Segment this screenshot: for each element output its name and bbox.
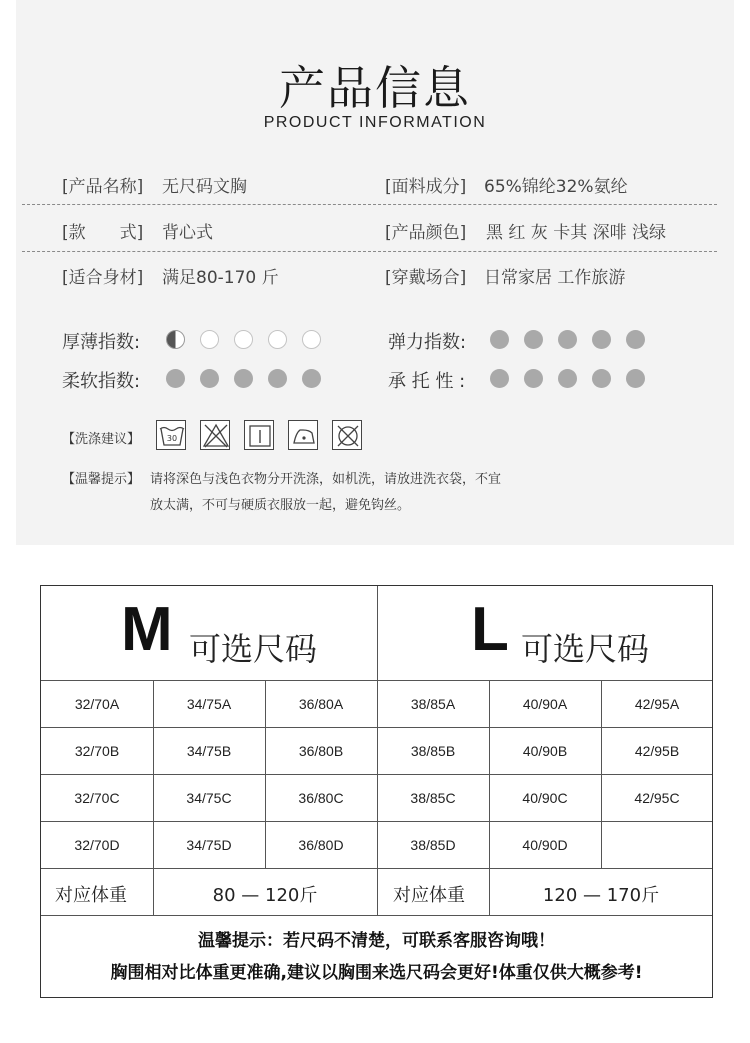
wash-icons [156,420,362,450]
thickness-index-label: 厚薄指数: [62,332,141,353]
rating-dot-full [626,369,645,388]
size-note-line-1: 温馨提示：若尺码不清楚，可联系客服咨询哦！ [198,931,555,951]
size-l-caption: 可选尺码 [521,630,650,668]
size-cell: 32/70B [74,743,120,759]
size-cell: 36/80C [298,790,344,806]
product-name-value: 无尺码文胸 [162,177,247,197]
tip-line-2: 放太满，不可与硬质衣服放一起，避免钩丝。 [150,498,411,513]
size-cell: 34/75C [186,790,232,806]
thickness-rating [166,330,321,349]
info-row [0,172,750,212]
fabric-value: 65%锦纶32%氨纶 [484,177,628,197]
size-cell: 38/85B [410,743,456,759]
size-table [40,585,713,998]
size-m-letter: M [121,595,173,664]
body-type-value: 满足80-170 斤 [162,268,279,288]
size-cell: 34/75D [186,837,232,853]
low-iron-icon [288,420,318,450]
size-cell: 36/80B [298,743,344,759]
rating-dot-full [592,330,611,349]
elasticity-index-label: 弹力指数: [388,332,467,353]
rating-dot-full [268,369,287,388]
rating-dot-full [626,330,645,349]
size-cell: 42/95C [634,790,680,806]
no-bleach-icon [200,420,230,450]
weight-label-m: 对应体重 [55,885,127,906]
size-cell: 38/85A [410,696,456,712]
softness-index-label: 柔软指数: [62,371,141,392]
fabric-label: [面料成分] [385,177,467,197]
size-cell: 34/75A [186,696,232,712]
table-line [41,915,712,916]
hang-dry-icon [244,420,274,450]
weight-label-l: 对应体重 [393,885,465,906]
divider [22,251,717,252]
rating-dot-full [166,369,185,388]
rating-dot-full [200,369,219,388]
body-type-label: [适合身材] [62,268,144,288]
style-value: 背心式 [162,223,213,243]
size-cell: 38/85D [410,837,456,853]
support-rating [490,369,645,388]
svg-text:30: 30 [166,434,178,443]
rating-dot-full [558,369,577,388]
wash-advice-label: 【洗涤建议】 [62,432,141,447]
rating-dot-full [524,369,543,388]
rating-dot-empty [200,330,219,349]
weight-value-m: 80 — 120斤 [212,885,318,906]
rating-dot-full [490,330,509,349]
rating-dot-empty [268,330,287,349]
support-index-label: 承 托 性 : [388,371,466,392]
rating-dot-full [524,330,543,349]
rating-dot-half [166,330,185,349]
info-row [0,218,750,258]
color-label: [产品颜色] [385,223,467,243]
size-cell: 40/90C [522,790,568,806]
rating-dot-full [302,369,321,388]
tip-line-1: 请将深色与浅色衣物分开洗涤，如机洗，请放进洗衣袋，不宜 [150,472,502,487]
rating-dot-empty [302,330,321,349]
size-cell: 38/85C [410,790,456,806]
size-l-letter: L [471,595,509,664]
rating-dot-full [592,369,611,388]
rating-dot-full [234,369,253,388]
size-cell: 36/80D [298,837,344,853]
color-value: 黑 红 灰 卡其 深啡 浅绿 [486,223,667,243]
style-label: [款 式] [62,223,144,243]
info-row [0,263,750,303]
size-cell: 40/90A [522,696,568,712]
size-cell: 36/80A [298,696,344,712]
size-cell: 34/75B [186,743,232,759]
size-cell: 32/70D [74,837,120,853]
size-cell: 42/95A [634,696,680,712]
size-cell: 40/90D [522,837,568,853]
size-cell: 32/70C [74,790,120,806]
wash-30-icon [156,420,186,450]
weight-value-l: 120 — 170斤 [542,885,660,906]
no-dry-clean-icon [332,420,362,450]
rating-dot-empty [234,330,253,349]
page-title: 产品信息 [279,61,471,115]
softness-rating [166,369,321,388]
size-note-line-2: 胸围相对比体重更准确,建议以胸围来选尺码会更好!体重仅供大概参考! [110,963,643,983]
product-name-label: [产品名称] [62,177,144,197]
page-subtitle: PRODUCT INFORMATION [263,114,487,131]
size-cell: 40/90B [522,743,568,759]
divider [22,204,717,205]
size-cell: 42/95B [634,743,680,759]
occasion-label: [穿戴场合] [385,268,467,288]
rating-dot-full [490,369,509,388]
size-cell: 32/70A [74,696,120,712]
occasion-value: 日常家居 工作旅游 [484,268,626,288]
size-m-caption: 可选尺码 [189,630,318,668]
elasticity-rating [490,330,645,349]
rating-dot-full [558,330,577,349]
tip-label: 【温馨提示】 [62,472,141,487]
